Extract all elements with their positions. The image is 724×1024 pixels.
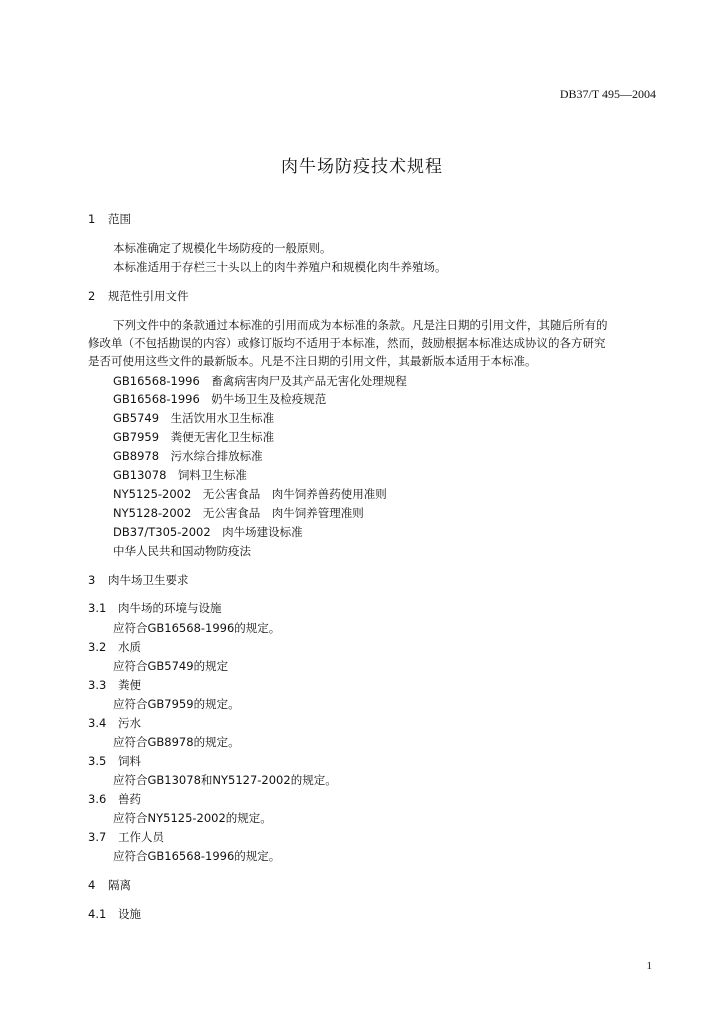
reference-item: GB8978 污水综合排放标准 xyxy=(113,449,263,463)
section-4-heading xyxy=(88,877,131,893)
subsection-heading xyxy=(88,715,141,731)
subsection-heading xyxy=(88,677,141,693)
section-number: 4 xyxy=(88,878,96,892)
reference-item: GB7959 粪便无害化卫生标准 xyxy=(113,430,275,444)
subsection-title: 水质 xyxy=(118,640,141,654)
section-3-heading xyxy=(88,572,189,588)
subsection-heading xyxy=(88,753,141,769)
reference-item: GB16568-1996 畜禽病害肉尸及其产品无害化处理规程 xyxy=(113,374,407,388)
reference-item: GB16568-1996 奶牛场卫生及检疫规范 xyxy=(113,392,327,406)
subsection-heading xyxy=(88,600,222,616)
subsection-number: 3.4 xyxy=(88,716,107,730)
subsection-number: 3.3 xyxy=(88,678,107,692)
subsection-title: 肉牛场的环境与设施 xyxy=(118,601,222,615)
subsection-number: 3.1 xyxy=(88,601,107,615)
subsection-number: 4.1 xyxy=(88,907,107,921)
section-1-heading xyxy=(88,211,131,227)
paragraph: 下列文件中的条款通过本标准的引用而成为本标准的条款。凡是注日期的引用文件，其随后所有的 xyxy=(113,318,608,332)
reference-item: NY5125-2002 无公害食品 肉牛饲养兽药使用准则 xyxy=(113,487,387,501)
document-title: 肉牛场防疫技术规程 xyxy=(281,157,443,177)
reference-item: DB37/T305-2002 肉牛场建设标准 xyxy=(113,525,303,539)
reference-item: NY5128-2002 无公害食品 肉牛饲养管理准则 xyxy=(113,506,364,520)
subsection-heading xyxy=(88,829,164,845)
paragraph: 应符合GB13078和NY5127-2002的规定。 xyxy=(113,773,337,787)
reference-item: 中华人民共和国动物防疫法 xyxy=(113,544,251,558)
section-number: 1 xyxy=(88,212,96,226)
subsection-number: 3.2 xyxy=(88,640,107,654)
subsection-title: 设施 xyxy=(118,907,141,921)
section-title: 隔离 xyxy=(108,878,131,892)
reference-item: GB5749 生活饮用水卫生标准 xyxy=(113,411,275,425)
section-number: 2 xyxy=(88,289,96,303)
paragraph: 修改单（不包括勘误的内容）或修订版均不适用于本标准，然而，鼓励根据本标准达成协议的各方研究 xyxy=(88,336,606,350)
subsection-title: 兽药 xyxy=(118,792,141,806)
section-2-heading xyxy=(88,288,189,304)
standard-code: DB37/T 495—2004 xyxy=(559,87,656,101)
reference-item: GB13078 饲料卫生标准 xyxy=(113,468,247,482)
paragraph: 应符合NY5125-2002的规定。 xyxy=(113,811,272,825)
paragraph: 本标准确定了规模化牛场防疫的一般原则。 xyxy=(113,241,332,255)
subsection-heading xyxy=(88,906,141,922)
section-title: 规范性引用文件 xyxy=(108,289,189,303)
section-title: 范围 xyxy=(108,212,131,226)
paragraph: 应符合GB16568-1996的规定。 xyxy=(113,849,281,863)
paragraph: 应符合GB16568-1996的规定。 xyxy=(113,621,281,635)
paragraph: 是否可使用这些文件的最新版本。凡是不注日期的引用文件，其最新版本适用于本标准。 xyxy=(88,354,537,368)
paragraph: 应符合GB5749的规定 xyxy=(113,659,229,673)
paragraph: 本标准适用于存栏三十头以上的肉牛养殖户和规模化肉牛养殖场。 xyxy=(113,260,447,274)
subsection-heading xyxy=(88,639,141,655)
subsection-title: 饲料 xyxy=(118,754,141,768)
subsection-heading xyxy=(88,791,141,807)
paragraph: 应符合GB7959的规定。 xyxy=(113,697,240,711)
page-number: 1 xyxy=(646,960,652,972)
subsection-title: 工作人员 xyxy=(118,830,164,844)
subsection-title: 污水 xyxy=(118,716,141,730)
section-number: 3 xyxy=(88,573,96,587)
section-title: 肉牛场卫生要求 xyxy=(108,573,189,587)
subsection-title: 粪便 xyxy=(118,678,141,692)
subsection-number: 3.7 xyxy=(88,830,107,844)
paragraph: 应符合GB8978的规定。 xyxy=(113,735,240,749)
subsection-number: 3.5 xyxy=(88,754,107,768)
subsection-number: 3.6 xyxy=(88,792,107,806)
